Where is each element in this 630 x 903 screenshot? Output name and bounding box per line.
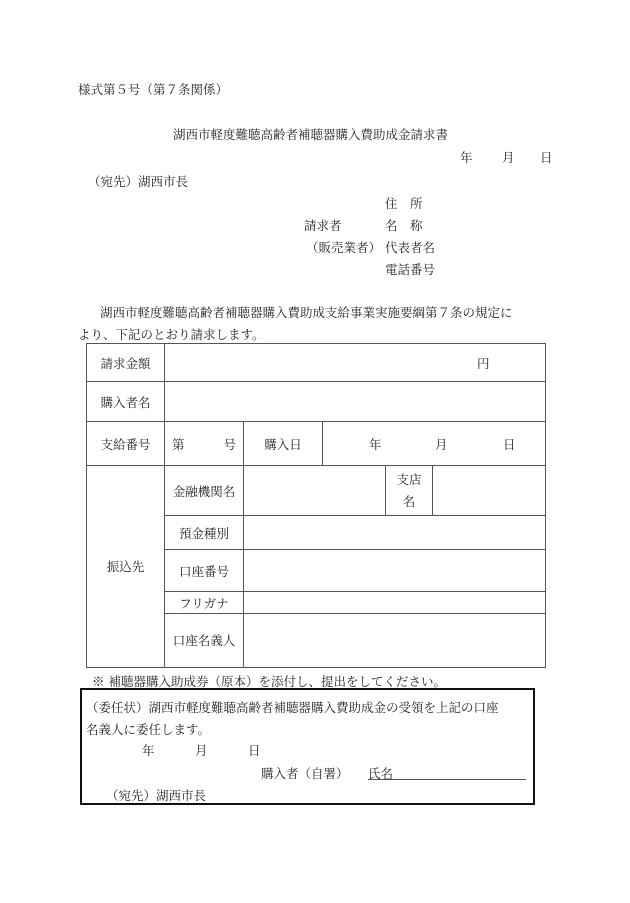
- furigana-label: フリガナ: [179, 595, 229, 611]
- account-number-field[interactable]: [244, 550, 544, 591]
- claimant-address-label: 住 所: [385, 196, 423, 211]
- delegation-date-day: 日: [248, 743, 261, 758]
- delegation-line1: （委任状）湖西市軽度難聴高齢者補聴器購入費助成金の受領を上記の口座: [86, 700, 499, 715]
- purchase-date-day: 日: [503, 436, 516, 452]
- branch-label-line1: 支店: [396, 471, 422, 487]
- signature-line[interactable]: [368, 779, 526, 780]
- account-number-label: 口座番号: [178, 563, 229, 579]
- signer-name-label: 氏名: [368, 766, 394, 781]
- claimant-phone-label: 電話番号: [385, 262, 436, 277]
- delegation-addressee: （宛先）湖西市長: [106, 788, 207, 803]
- signer-label: 購入者（自署）: [261, 766, 349, 781]
- branch-name-field[interactable]: [433, 466, 544, 515]
- bank-name-field[interactable]: [244, 466, 385, 515]
- account-holder-label: 口座名義人: [172, 633, 236, 648]
- attachment-note: ※ 補聴器購入助成券（原本）を添付し、提出をしてください。: [92, 674, 446, 689]
- purchase-date-field[interactable]: [323, 422, 544, 465]
- buyer-name-label: 購入者名: [100, 394, 151, 410]
- header-date-day: 日: [540, 150, 553, 165]
- body-text-line1: 湖西市軽度難聴高齢者補聴器購入費助成支給事業実施要綱第７条の規定に: [100, 305, 513, 320]
- addressee: （宛先）湖西市長: [88, 174, 189, 189]
- payment-number-field[interactable]: [172, 422, 236, 465]
- header-date-month: 月: [502, 150, 515, 165]
- claimant-name-label: 名 称: [385, 218, 423, 233]
- number-prefix: 第: [172, 436, 185, 452]
- amount-unit: 円: [477, 355, 490, 371]
- branch-label-line2: 名: [402, 493, 416, 509]
- purchase-date-month: 月: [435, 436, 448, 452]
- delegation-date-year: 年: [142, 743, 155, 758]
- transfer-destination-label: 振込先: [106, 559, 145, 574]
- claimant-label: 請求者: [304, 218, 342, 233]
- claimant-representative-label: 代表者名: [385, 240, 436, 255]
- deposit-type-label: 預金種別: [178, 525, 229, 541]
- deposit-type-field[interactable]: [244, 516, 544, 549]
- form-number: 様式第５号（第７条関係）: [78, 82, 229, 97]
- amount-field[interactable]: [165, 344, 544, 381]
- bank-name-label: 金融機関名: [172, 483, 236, 499]
- payment-number-label: 支給番号: [100, 436, 151, 452]
- account-holder-field[interactable]: [244, 614, 544, 666]
- delegation-line2: 名義人に委任します。: [86, 722, 211, 737]
- form-title: 湖西市軽度難聴高齢者補聴器購入費助成金請求書: [173, 127, 449, 142]
- delegation-date-month: 月: [195, 743, 208, 758]
- purchase-date-year: 年: [369, 436, 382, 452]
- number-suffix: 号: [223, 436, 236, 452]
- header-date-year: 年: [460, 150, 473, 165]
- body-text-line2: より、下記のとおり請求します。: [78, 327, 265, 342]
- purchase-date-label: 購入日: [264, 436, 302, 452]
- furigana-field[interactable]: [244, 592, 544, 613]
- branch-name-label: [386, 466, 432, 515]
- amount-label: 請求金額: [100, 355, 151, 371]
- claimant-sublabel: （販売業者）: [306, 240, 382, 255]
- buyer-name-field[interactable]: [165, 382, 544, 421]
